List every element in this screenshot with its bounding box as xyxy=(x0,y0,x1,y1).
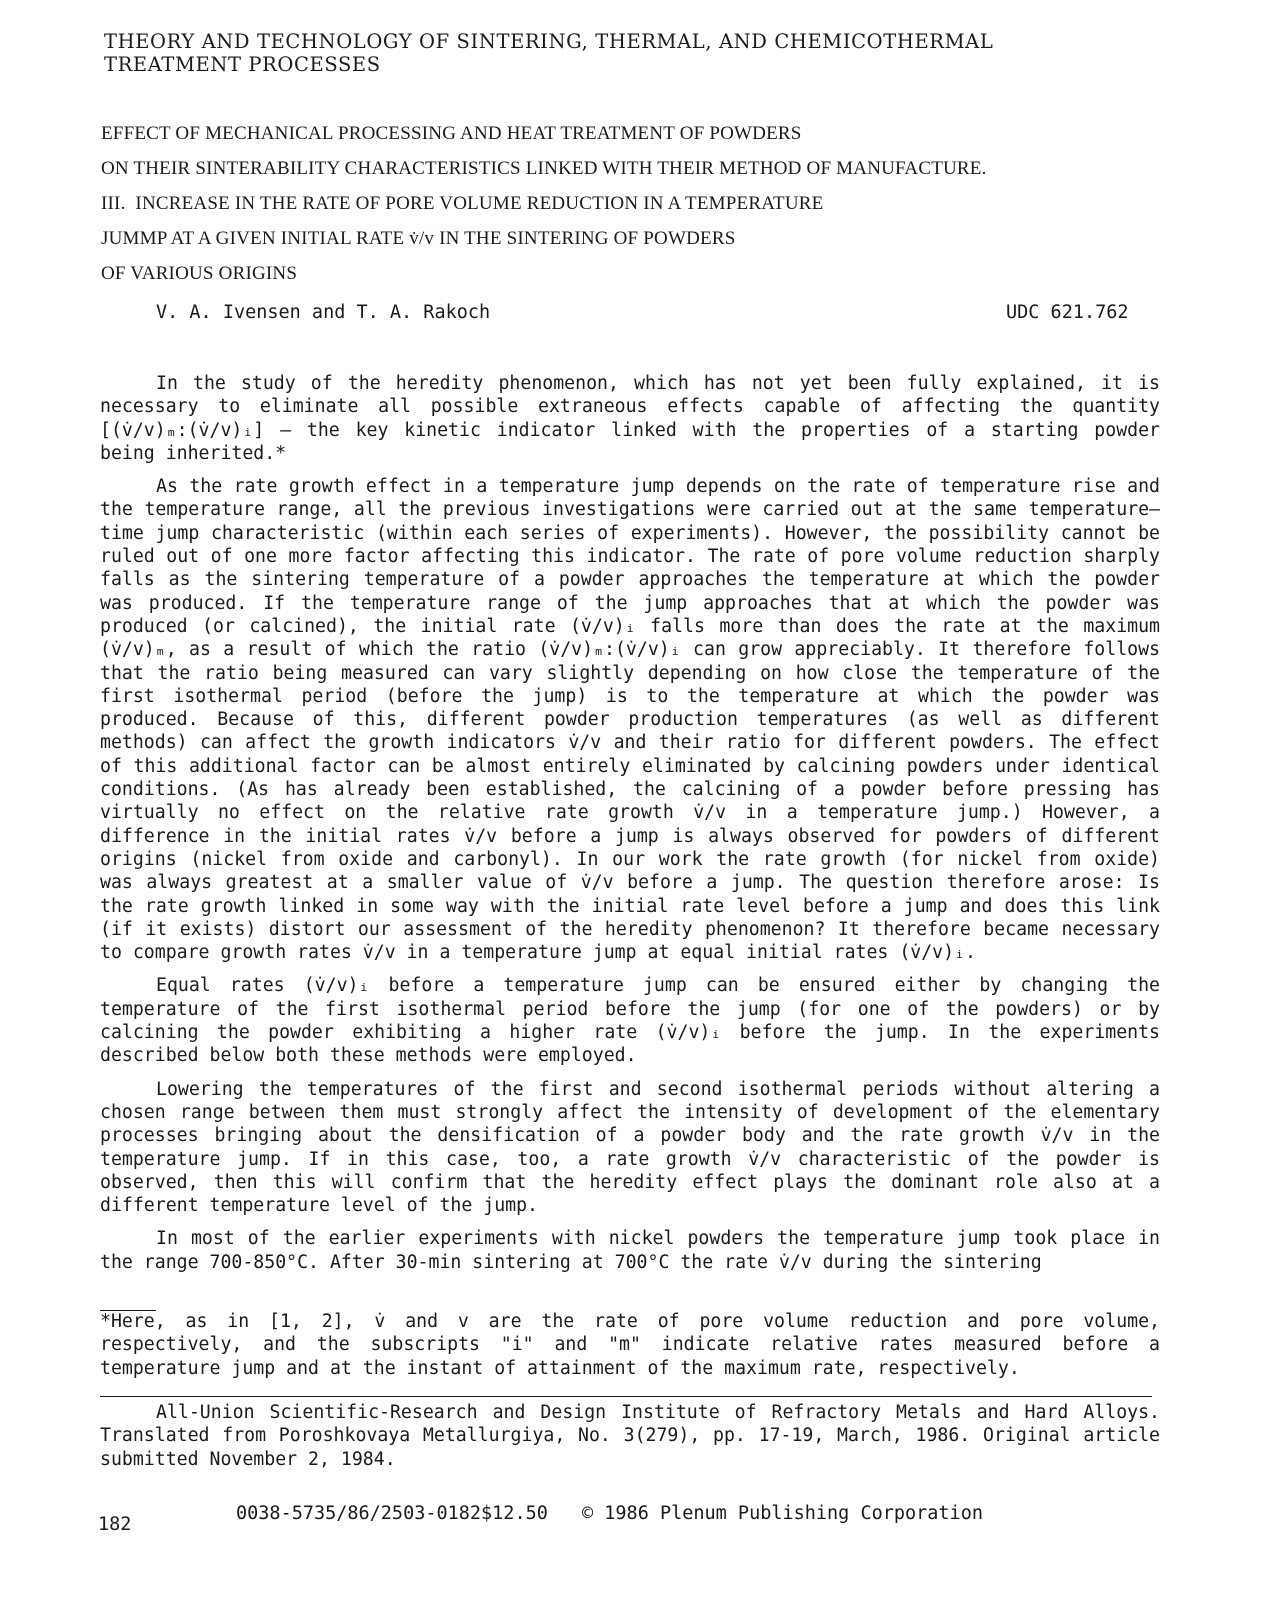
udc-code: UDC 621.762 xyxy=(1006,302,1129,323)
publication-code: 0038-5735/86/2503-0182$12.50 xyxy=(236,1503,548,1524)
affiliation: All-Union Scientific-Research and Design Institute of Refractory Metals and Hard Alloys. Translated from Poroshkovaya Metallurgiya, No. 3(279), pp. 17-19, March, 1986. Original article submitted November 2, 1984. xyxy=(100,1402,1160,1470)
title-line: EFFECT OF MECHANICAL PROCESSING AND HEAT TREATMENT OF POWDERS xyxy=(101,123,802,144)
section-heading: THEORY AND TECHNOLOGY OF SINTERING, THERMAL, AND CHEMICOTHERMAL TREATMENT PROCESSES xyxy=(104,30,994,76)
authors: V. A. Ivensen and T. A. Rakoch xyxy=(156,302,491,323)
paragraph: Lowering the temperatures of the first and second isothermal periods without altering a chosen range between them must strongly affect the intensity of development of the elementary processes bringing about the densification of a powder body and the rate growth v̇/v in the temperature jump. If in this case, too, a rate growth v̇/v characteristic of the powder is observed, then this will confirm that the heredity effect plays the dominant role also at a different temperature level of the jump. xyxy=(100,1078,1160,1217)
paragraph: As the rate growth effect in a temperature jump depends on the rate of temperature rise and the temperature range, all the previous investigations were carried out at the same temperature—time jump characteristic (within each series of experiments). However, the possibility cannot be ruled out of one more factor affecting this indicator. The rate of pore volume reduction sharply falls as the sintering temperature of a powder approaches the temperature at which the powder was produced. If the temperature range of the jump approaches that at which the powder was produced (or calcined), the initial rate (v̇/v)ᵢ falls more than does the rate at the maximum (v̇/v)ₘ, as a result of which the ratio (v̇/v)ₘ:(v̇/v)ᵢ can grow appreciably. It therefore follows that the ratio being measured can vary slightly depending on how close the temperature of the first isothermal period (before the jump) is to the temperature at which the powder was produced. Because of this, different powder production temperatures (as well as different methods) can affect the growth indicators v̇/v and their ratio for different powders. The effect of this additional factor can be almost entirely eliminated by calcining powders under identical conditions. (As has already been established, the calcining of a powder before pressing has virtually no effect on the relative rate growth v̇/v in a temperature jump.) However, a difference in the initial rates v̇/v before a jump is always observed for powders of different origins (nickel from oxide and carbonyl). In our work the rate growth (for nickel from oxide) was always greatest at a smaller value of v̇/v before a jump. The question therefore arose: Is the rate growth linked in some way with the initial rate level before a jump and does this link (if it exists) distort our assessment of the heredity phenomenon? It therefore became necessary to compare growth rates v̇/v in a temperature jump at equal initial rates (v̇/v)ᵢ. xyxy=(100,476,1160,964)
title-line: JUMMP AT A GIVEN INITIAL RATE v̇/v IN THE SINTERING OF POWDERS xyxy=(101,228,736,249)
paragraph: In the study of the heredity phenomenon, which has not yet been fully explained, it is necessary to eliminate all possible extraneous effects capable of affecting the quantity [(v̇/v)ₘ:(v̇/v)ᵢ] – the key kinetic indicator linked with the properties of a starting powder being inherited.* xyxy=(100,373,1160,464)
article-body xyxy=(100,372,1160,1284)
page-number: 182 xyxy=(98,1514,132,1535)
title-line: III. INCREASE IN THE RATE OF PORE VOLUME REDUCTION IN A TEMPERATURE xyxy=(101,193,824,214)
paragraph: Equal rates (v̇/v)ᵢ before a temperature jump can be ensured either by changing the temperature of the first isothermal period before the jump (for one of the powders) or by calcining the powder exhibiting a higher rate (v̇/v)ᵢ before the jump. In the experiments described below both these methods were employed. xyxy=(100,975,1160,1067)
article-title xyxy=(101,116,1101,291)
copyright-notice: © 1986 Plenum Publishing Corporation xyxy=(582,1503,983,1524)
paragraph: In most of the earlier experiments with nickel powders the temperature jump took place in the range 700-850°C. After 30-min sintering at 700°C the rate v̇/v during the sintering xyxy=(100,1228,1160,1273)
title-line: ON THEIR SINTERABILITY CHARACTERISTICS LINKED WITH THEIR METHOD OF MANUFACTURE. xyxy=(101,158,987,179)
footnote: *Here, as in [1, 2], v̇ and v are the rate of pore volume reduction and pore volume, respectively, and the subscripts "i" and "m" indicate relative rates measured before a temperature jump and at the instant of attainment of the maximum rate, respectively. xyxy=(100,1311,1160,1379)
affiliation-divider xyxy=(100,1396,1152,1397)
title-line: OF VARIOUS ORIGINS xyxy=(101,263,298,284)
